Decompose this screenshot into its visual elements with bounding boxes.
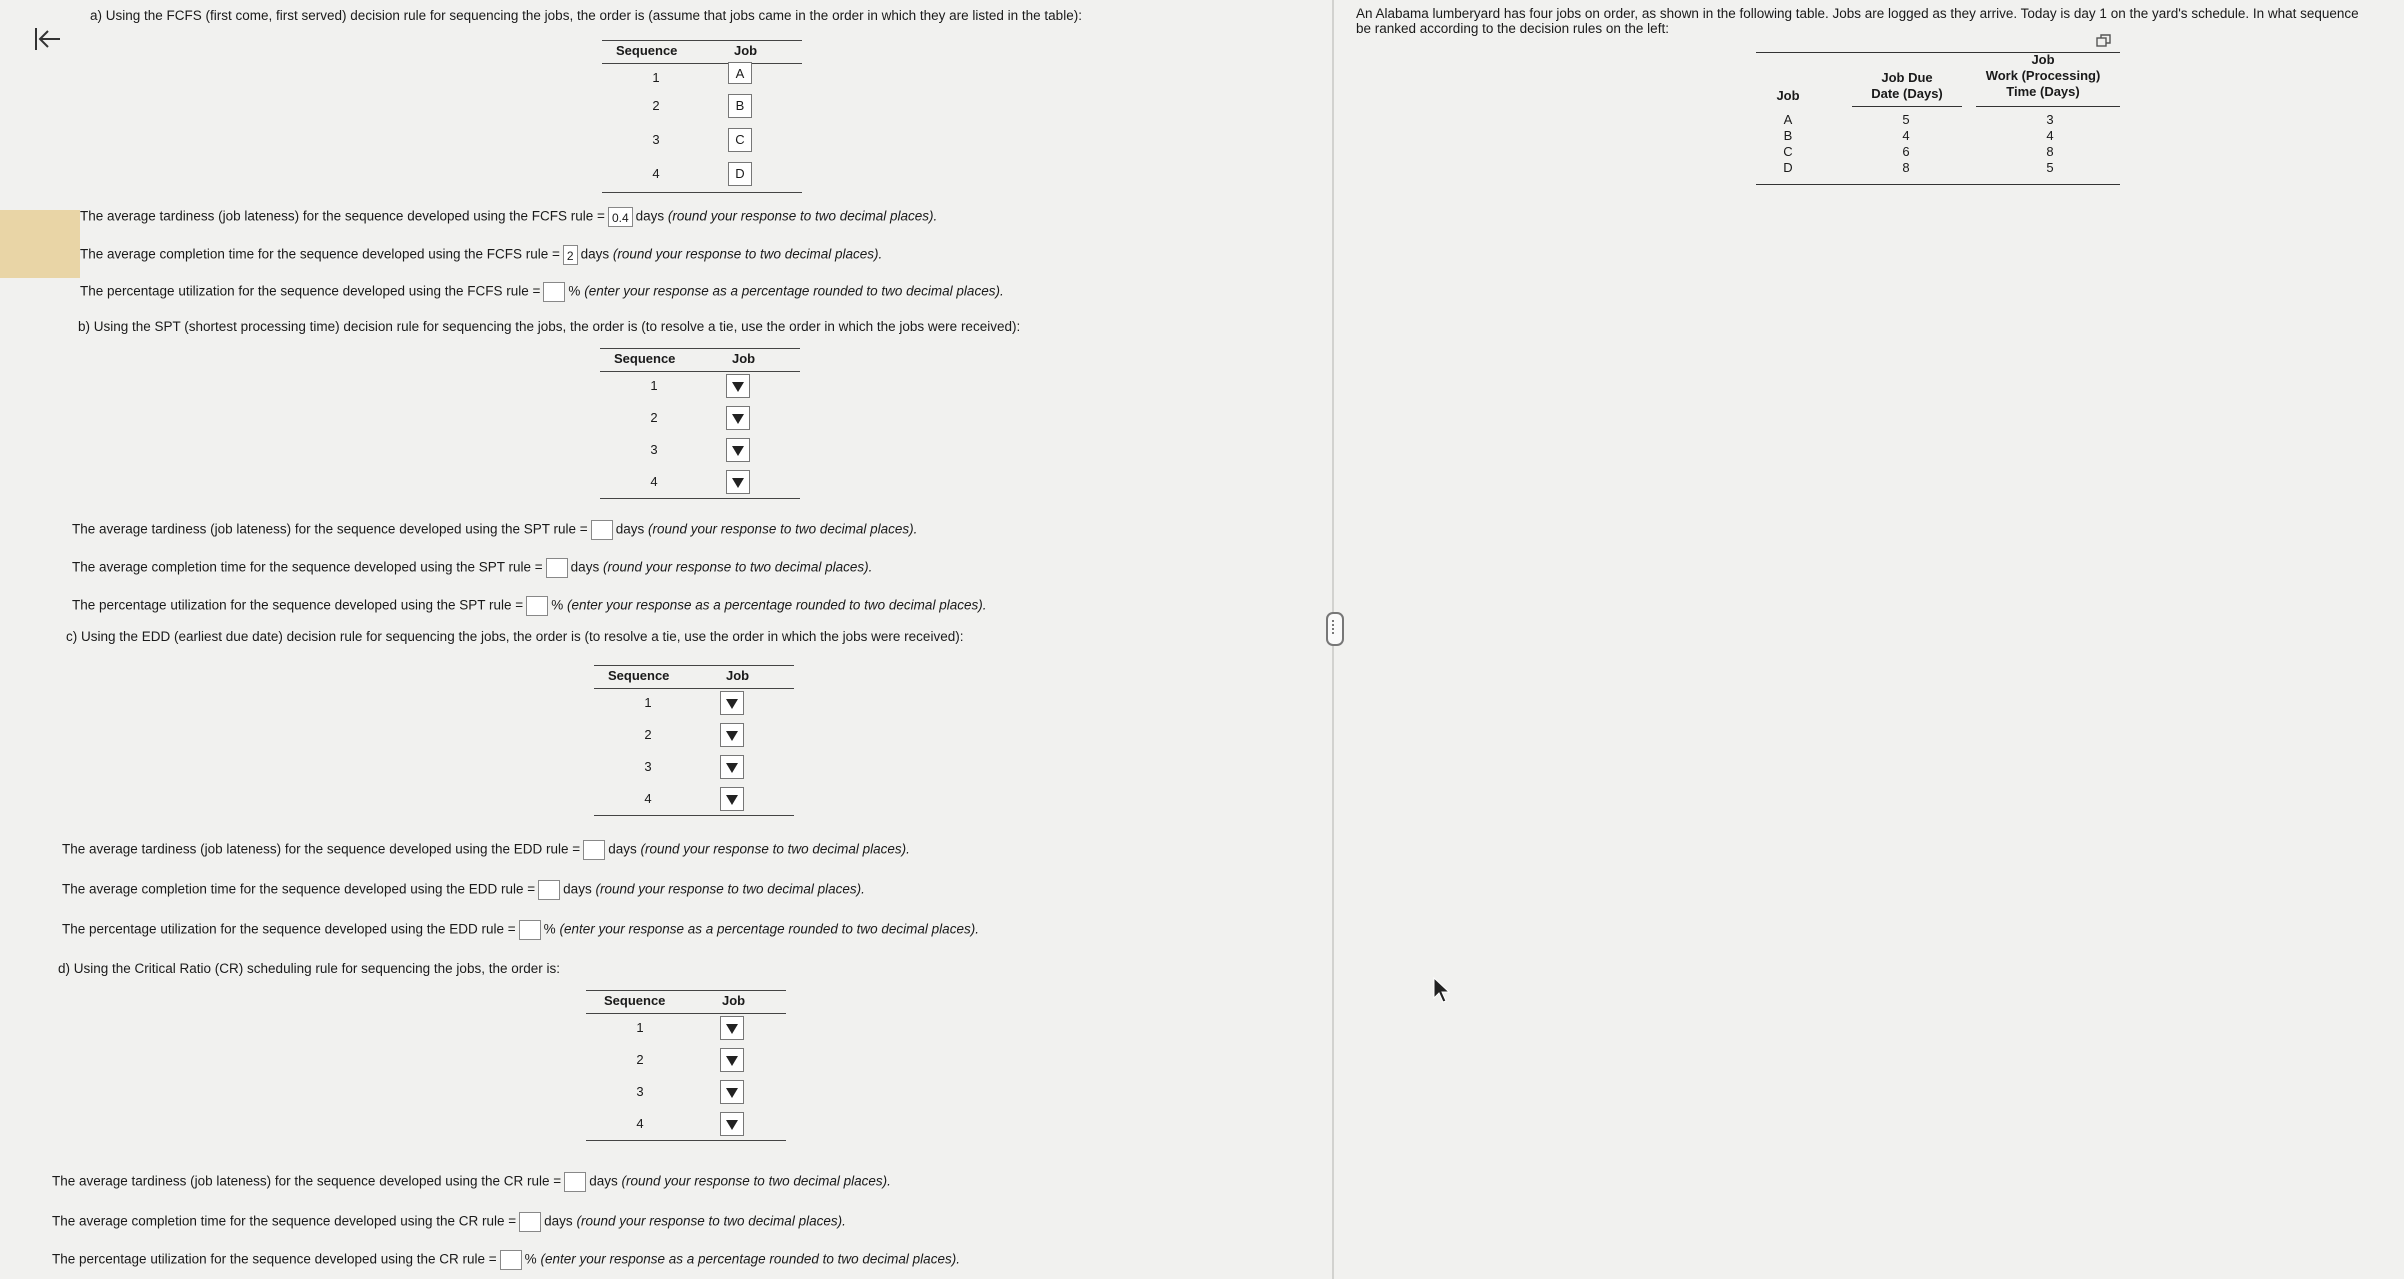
- table-rule: [586, 1140, 786, 1141]
- job-dropdown[interactable]: [726, 406, 750, 430]
- table-rule: [594, 815, 794, 816]
- job-id: B: [1783, 128, 1793, 143]
- unit-label: days: [608, 841, 637, 857]
- job-dropdown[interactable]: [720, 1016, 744, 1040]
- part-b-tardiness-line: [72, 520, 917, 540]
- problem-intro-line1: An Alabama lumberyard has four jobs on order, as shown in the following table. Jobs are logged as they arrive. Today is day 1 on the yard's schedule. In what sequence: [1356, 6, 2359, 21]
- unit-label: days: [615, 521, 645, 537]
- work-time: 8: [2046, 144, 2054, 159]
- table-header: [600, 348, 800, 372]
- job-id: A: [1783, 112, 1793, 127]
- due-header-line2: Date (Days): [1871, 86, 1943, 101]
- completion-label: The average completion time for the sequence developed using the FCFS rule =: [80, 246, 560, 262]
- due-date: 6: [1902, 144, 1910, 159]
- unit-label: %: [551, 597, 564, 613]
- unit-label: %: [543, 921, 556, 937]
- sequence-number: 1: [650, 378, 658, 393]
- sequence-number: 3: [644, 759, 652, 774]
- table-rule: [1976, 106, 2120, 107]
- unit-label: days: [570, 559, 600, 575]
- table-row: [586, 1076, 786, 1108]
- part-c-utilization-line: [62, 920, 979, 940]
- collapse-left-icon[interactable]: [30, 22, 64, 56]
- work-header-line1: Job: [2031, 52, 2055, 67]
- job-header: Job: [734, 43, 758, 58]
- copy-icon[interactable]: [2096, 34, 2112, 48]
- part-b-completion-line: [72, 558, 872, 578]
- job-header: Job: [726, 668, 750, 683]
- sequence-header: Sequence: [604, 993, 666, 1008]
- work-time: 5: [2046, 160, 2054, 175]
- table-row: [600, 402, 800, 434]
- due-date: 8: [1902, 160, 1910, 175]
- unit-label: %: [568, 283, 581, 299]
- table-header: [594, 665, 794, 689]
- part-a-prompt: a) Using the FCFS (first come, first served) decision rule for sequencing the jobs, the order is (assume that jobs came in the order in which they are listed in the table):: [90, 8, 1082, 23]
- rounding-note: (enter your response as a percentage rounded to two decimal places).: [566, 597, 987, 613]
- utilization-label: The percentage utilization for the sequence developed using the SPT rule =: [72, 597, 524, 613]
- completion-label: The average completion time for the sequence developed using the EDD rule =: [62, 881, 536, 897]
- rounding-note: (enter your response as a percentage rounded to two decimal places).: [540, 1251, 960, 1267]
- part-a-tardiness-line: [80, 207, 937, 227]
- work-header-line2: Work (Processing): [1985, 68, 2101, 83]
- job-dropdown[interactable]: [720, 1080, 744, 1104]
- due-date: 4: [1902, 128, 1910, 143]
- edd-completion-input[interactable]: [538, 880, 560, 900]
- due-header-line1: Job Due: [1881, 70, 1933, 85]
- sequence-number: 2: [636, 1052, 644, 1067]
- part-d-tardiness-line: [52, 1172, 891, 1192]
- unit-label: days: [563, 881, 592, 897]
- work-time: 4: [2046, 128, 2054, 143]
- sequence-number: 4: [650, 474, 658, 489]
- job-dropdown[interactable]: [720, 755, 744, 779]
- job-cell: B: [728, 94, 752, 118]
- rounding-note: (enter your response as a percentage rounded to two decimal places).: [584, 283, 1004, 299]
- sequence-number: 2: [652, 98, 660, 113]
- job-dropdown[interactable]: [720, 1112, 744, 1136]
- job-cell: C: [728, 128, 752, 152]
- sequence-header: Sequence: [616, 43, 678, 58]
- job-dropdown[interactable]: [720, 723, 744, 747]
- table-row: [602, 158, 802, 190]
- utilization-label: The percentage utilization for the sequence developed using the EDD rule =: [62, 921, 516, 937]
- rounding-note: (round your response to two decimal places).: [621, 1173, 891, 1189]
- part-d-prompt: d) Using the Critical Ratio (CR) scheduling rule for sequencing the jobs, the order is:: [58, 961, 560, 976]
- unit-label: %: [524, 1251, 537, 1267]
- job-dropdown[interactable]: [720, 691, 744, 715]
- tardiness-label: The average tardiness (job lateness) for the sequence developed using the CR rule =: [52, 1173, 562, 1189]
- sequence-number: 1: [652, 70, 660, 85]
- part-c-prompt: c) Using the EDD (earliest due date) decision rule for sequencing the jobs, the order is (to resolve a tie, use the order in which the jobs were received):: [66, 629, 964, 644]
- job-cell: A: [728, 62, 752, 84]
- unit-label: days: [580, 246, 610, 262]
- due-date: 5: [1902, 112, 1910, 127]
- job-id: D: [1783, 160, 1793, 175]
- completion-label: The average completion time for the sequence developed using the SPT rule =: [72, 559, 543, 575]
- utilization-label: The percentage utilization for the sequence developed using the CR rule =: [52, 1251, 497, 1267]
- unit-label: days: [635, 208, 665, 224]
- job-header: Job: [1776, 88, 1800, 103]
- sequence-number: 3: [636, 1084, 644, 1099]
- spt-utilization-input[interactable]: [526, 596, 548, 616]
- job-dropdown[interactable]: [720, 1048, 744, 1072]
- job-header: Job: [722, 993, 746, 1008]
- pane-resize-handle[interactable]: [1326, 612, 1344, 646]
- mouse-cursor-icon: [1432, 976, 1454, 1004]
- fcfs-tardiness-input[interactable]: 0.4: [608, 207, 633, 227]
- table-header: [602, 40, 802, 64]
- table-row: [594, 687, 794, 719]
- sequence-number: 1: [644, 695, 652, 710]
- table-rule: [1852, 106, 1962, 107]
- rounding-note: (round your response to two decimal places).: [648, 521, 918, 537]
- part-b-prompt: b) Using the SPT (shortest processing time) decision rule for sequencing the jobs, the order is (to resolve a tie, use the order in which the jobs were received):: [78, 319, 1021, 334]
- rounding-note: (round your response to two decimal places).: [667, 208, 938, 224]
- part-a-utilization-line: [80, 282, 1004, 302]
- work-header-line3: Time (Days): [2006, 84, 2080, 99]
- tardiness-label: The average tardiness (job lateness) for the sequence developed using the FCFS rule =: [80, 208, 605, 224]
- job-id: C: [1783, 144, 1793, 159]
- sequence-number: 4: [652, 166, 660, 181]
- table-rule: [1756, 184, 2120, 185]
- cr-utilization-input[interactable]: [500, 1250, 522, 1270]
- rounding-note: (round your response to two decimal places).: [640, 841, 910, 857]
- part-b-utilization-line: [72, 596, 986, 616]
- table-row: [586, 1108, 786, 1140]
- utilization-label: The percentage utilization for the sequence developed using the FCFS rule =: [80, 283, 541, 299]
- rounding-note: (enter your response as a percentage rounded to two decimal places).: [559, 921, 979, 937]
- table-row: [594, 751, 794, 783]
- sequence-number: 2: [650, 410, 658, 425]
- table-row: [594, 783, 794, 815]
- rounding-note: (round your response to two decimal places).: [576, 1213, 846, 1229]
- cr-tardiness-input[interactable]: [564, 1172, 586, 1192]
- sequence-header: Sequence: [614, 351, 676, 366]
- part-d-completion-line: [52, 1212, 846, 1232]
- sequence-number: 1: [636, 1020, 644, 1035]
- table-row: [600, 466, 800, 498]
- table-rule: [600, 498, 800, 499]
- cr-completion-input[interactable]: [519, 1212, 541, 1232]
- unit-label: days: [589, 1173, 618, 1189]
- unit-label: days: [544, 1213, 573, 1229]
- spt-completion-input[interactable]: [546, 558, 568, 578]
- part-d-utilization-line: [52, 1250, 960, 1270]
- completion-label: The average completion time for the sequence developed using the CR rule =: [52, 1213, 517, 1229]
- rounding-note: (round your response to two decimal places).: [612, 246, 883, 262]
- job-header: Job: [732, 351, 756, 366]
- table-row: [600, 434, 800, 466]
- edd-utilization-input[interactable]: [519, 920, 541, 940]
- part-c-tardiness-line: [62, 840, 910, 860]
- table-row: [594, 719, 794, 751]
- work-time: 3: [2046, 112, 2054, 127]
- tardiness-label: The average tardiness (job lateness) for the sequence developed using the SPT rule =: [72, 521, 588, 537]
- highlight-marker: [0, 210, 80, 278]
- job-dropdown[interactable]: [726, 438, 750, 462]
- part-a-completion-line: [80, 245, 882, 265]
- spt-tardiness-input[interactable]: [591, 520, 613, 540]
- table-rule: [602, 192, 802, 193]
- table-row: [586, 1044, 786, 1076]
- table-header: [586, 990, 786, 1014]
- sequence-number: 4: [644, 791, 652, 806]
- sequence-number: 3: [652, 132, 660, 147]
- table-row: [586, 1012, 786, 1044]
- edd-tardiness-input[interactable]: [583, 840, 605, 860]
- job-dropdown[interactable]: [720, 787, 744, 811]
- tardiness-label: The average tardiness (job lateness) for the sequence developed using the EDD rule =: [62, 841, 581, 857]
- sequence-header: Sequence: [608, 668, 670, 683]
- job-dropdown[interactable]: [726, 374, 750, 398]
- rounding-note: (round your response to two decimal places).: [602, 559, 873, 575]
- sequence-number: 2: [644, 727, 652, 742]
- problem-intro-line2: be ranked according to the decision rules on the left:: [1356, 21, 1669, 36]
- table-row: [602, 124, 802, 156]
- fcfs-utilization-input[interactable]: [543, 282, 565, 302]
- part-c-completion-line: [62, 880, 865, 900]
- sequence-number: 4: [636, 1116, 644, 1131]
- table-row: [602, 90, 802, 122]
- sequence-number: 3: [650, 442, 658, 457]
- fcfs-completion-input[interactable]: 2: [563, 245, 578, 265]
- rounding-note: (round your response to two decimal places).: [595, 881, 865, 897]
- job-dropdown[interactable]: [726, 470, 750, 494]
- job-cell: D: [728, 162, 752, 186]
- table-row: [600, 370, 800, 402]
